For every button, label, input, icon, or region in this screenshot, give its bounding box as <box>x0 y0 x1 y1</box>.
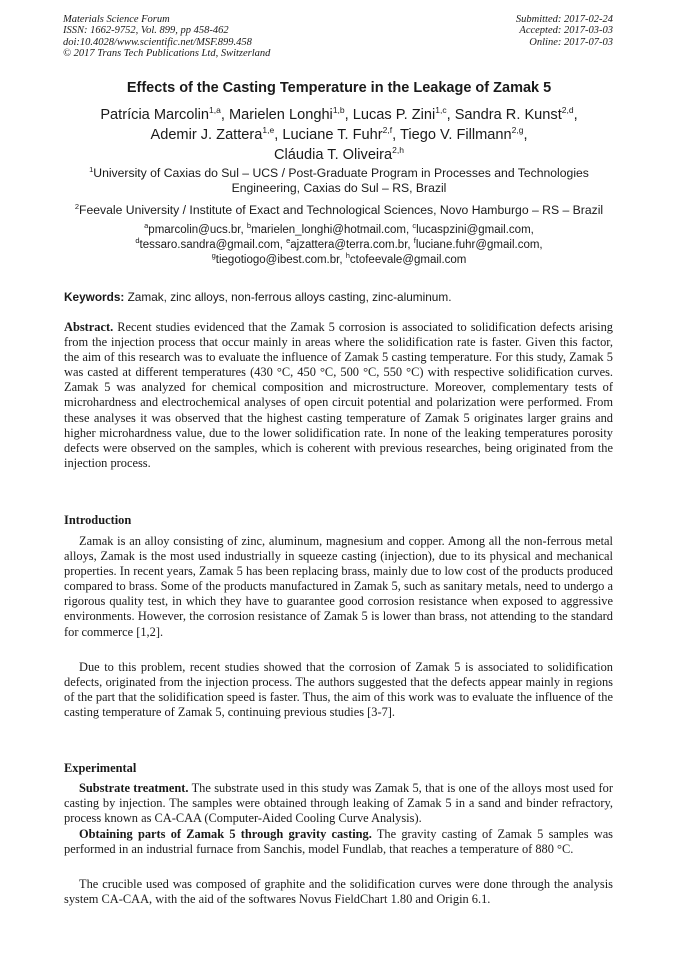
keywords-text: Zamak, zinc alloys, non-ferrous alloys casting, zinc-aluminum. <box>127 290 452 304</box>
abstract <box>64 320 613 471</box>
introduction-paragraph-1: Zamak is an alloy consisting of zinc, aluminum, magnesium and copper. Among all the non-ferrous metal alloys, Zamak is the most used industrially in squeeze casting (injection), due to its physical and mechanical properties. In recent years, Zamak 5 has been replacing brass, mainly due to low cost of the products produced compared to brass. Some of the products manufactured in Zamak 5, such as sanitary metals, need to undergo a rigorous quality test, in which they have to guarantee good corrosion resistance when exposed to aggressive environments. However, the corrosion resistance of Zamak 5 is lower than brass, not attending to the standard for commerce [1,2]. <box>64 534 613 639</box>
submitted-date: Submitted: 2017-02-24 <box>515 14 613 25</box>
email: ajzattera@terra.com.br <box>290 239 408 251</box>
author: Ademir J. Zattera$^{1,e}$ <box>150 125 275 144</box>
email: ctofeevale@gmail.com <box>349 254 467 266</box>
journal-name: Materials Science Forum <box>63 14 170 25</box>
paper-title: Effects of the Casting Temperature in the Leakage of Zamak 5 <box>126 80 552 96</box>
author: Sandra R. Kunst$^{2,d}$ <box>454 105 574 123</box>
email: tessaro.sandra@gmail.com <box>139 239 280 251</box>
experimental-paragraph-3: The crucible used was composed of graphite and the solidification curves were done through the analysis system CA-CAA, with the aid of the softwares Novus FieldChart 1.80 and Origin 6.1. <box>64 877 613 907</box>
author: Luciane T. Fuhr$^{2,f}$ <box>282 125 393 144</box>
introduction-heading: Introduction <box>64 513 132 527</box>
email: marielen_longhi@hotmail.com <box>251 224 406 236</box>
email: luciane.fuhr@gmail.com <box>415 239 540 251</box>
journal-copyright: © 2017 Trans Tech Publications Ltd, Switzerland <box>63 48 271 60</box>
author: Lucas P. Zini$^{1,c}$ <box>352 105 447 123</box>
submission-dates <box>516 14 613 48</box>
keywords-label: Keywords: <box>64 290 125 304</box>
affiliation-2: $^2$Feevale University / Institute of Exact and Technological Sciences, Novo Hamburgo – RS – Brazil <box>74 202 604 217</box>
author-list: Patrícia Marcolin$^{1,a}$, Marielen Longhi$^{1,b}$, Lucas P. Zini$^{1,c}$, Sandra R. Kunst$^{2,d}$, Ademir J. Zattera$^{1,e}$, Luciane T. Fuhr$^{2,f}$, Tiego V. Fillmann$^{2,g}$, Cláudia T. Oliveira$^{2,h}$ <box>100 105 578 164</box>
journal-doi: doi:10.4028/www.scientific.net/MSF.899.458 <box>63 36 252 48</box>
experimental-paragraph-2: Obtaining parts of Zamak 5 through gravity casting. The gravity casting of Zamak 5 samples was performed in an industrial furnace from Sanchis, model Fundlab, that reaches a temperature of 880 °C. <box>64 827 614 857</box>
abstract-text: Recent studies evidenced that the Zamak 5 corrosion is associated to solidification defects arising from the injection process that occur mainly in areas where the solidification rate is faster. Given this factor, the aim of this research was to evaluate the influence of Zamak 5 casting temperature. For this study, Zamak 5 was casted at different temperatures (430 °C, 450 °C, 500 °C, 550 °C) with respective solidification curves. Zamak 5 was analyzed for chemical composition and microstructure. Moreover, complementary tests of microhardness and electrochemical analyses of open circuit potential and polarization were performed. From these analyses it was observed that the highest casting temperature of Zamak 5 originates larger grains and higher microhardness value, due to the lower solidification rate. In none of the leaking temperatures porosity defects were observed on the samples, which is coherent with previous researches, being originated from the injection process. <box>64 320 613 470</box>
keywords <box>64 290 624 304</box>
abstract-label: Abstract. <box>64 320 114 334</box>
author-emails: $^a$pmarcolin@ucs.br, $^b$marielen_longhi@hotmail.com, $^c$lucaspzini@gmail.com, $^d$tessaro.sandra@gmail.com, $^e$ajzattera@terra.com.br, $^f$luciane.fuhr@gmail.com, $^g$tiegotiogo@ibest.com.br, $^h$ctofeevale@gmail.com <box>135 221 543 266</box>
author: Marielen Longhi$^{1,b}$ <box>228 105 345 123</box>
substrate-treatment-label: Substrate treatment. <box>79 781 189 795</box>
online-date: Online: 2017-07-03 <box>529 36 613 48</box>
email: tiegotiogo@ibest.com.br <box>215 254 340 266</box>
author: Tiego V. Fillmann$^{2,g}$ <box>399 125 524 144</box>
gravity-casting-label: Obtaining parts of Zamak 5 through gravity casting. <box>79 827 372 841</box>
journal-issn: ISSN: 1662-9752, Vol. 899, pp 458-462 <box>63 25 229 37</box>
experimental-heading: Experimental <box>64 761 137 775</box>
email: lucaspzini@gmail.com <box>416 224 531 236</box>
experimental-paragraph-1: Substrate treatment. The substrate used in this study was Zamak 5, that is one of the alloys most used for casting by injection. The samples were obtained through leaking of Zamak 5 in a sand and binder refractory, process known as CA-CAA (Computer-Aided Cooling Curve Analysis). <box>64 781 613 826</box>
journal-info <box>63 14 270 60</box>
accepted-date: Accepted: 2017-03-03 <box>519 25 613 37</box>
introduction-paragraph-2: Due to this problem, recent studies showed that the corrosion of Zamak 5 is associated to solidification defects, originated from the injection process. The authors suggested that the defects appear mainly in regions of the part that the solidification speed is faster. Thus, the aim of this work was to evaluate the influence of the casting temperature of Zamak 5, continuing previous studies [3-7]. <box>64 660 613 720</box>
email: pmarcolin@ucs.br <box>148 224 241 236</box>
affiliation-1: $^1$University of Caxias do Sul – UCS / Post-Graduate Program in Processes and Technologies Engineering, Caxias do Sul – RS, Brazil <box>89 165 589 195</box>
author: Patrícia Marcolin$^{1,a}$ <box>100 105 221 123</box>
author: Cláudia T. Oliveira$^{2,h}$ <box>274 145 404 164</box>
